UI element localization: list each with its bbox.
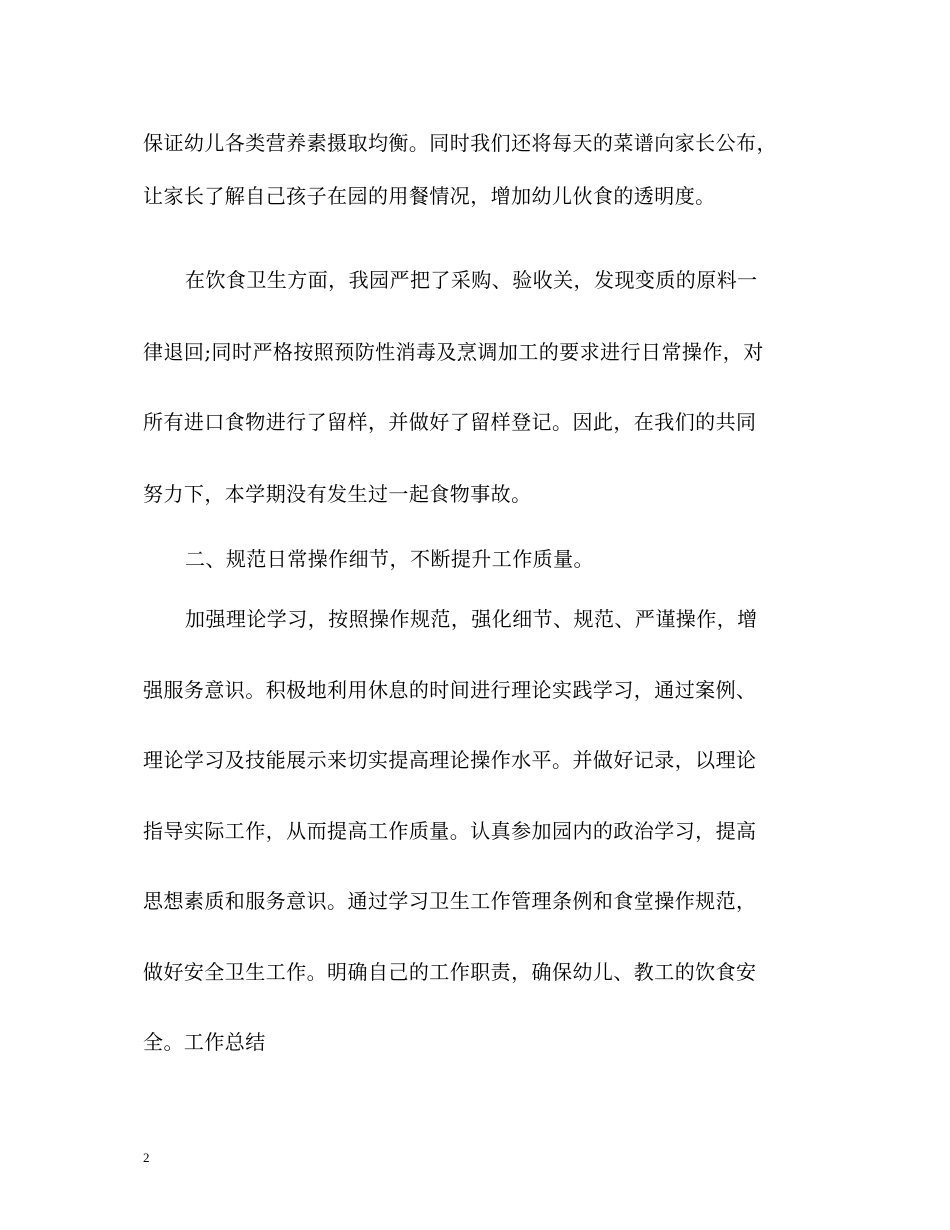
text-line: 努力下，本学期没有发生过一起食物事故。 (143, 482, 532, 506)
text-line: 做好安全卫生工作。明确自己的工作职责，确保幼儿、教工的饮食安 (143, 960, 757, 984)
paragraph-start-line: 在饮食卫生方面，我园严把了采购、验收关，发现变质的原料一 (185, 268, 758, 292)
page-number: 2 (143, 1150, 150, 1165)
section-heading: 二、规范日常操作细节，不断提升工作质量。 (185, 547, 594, 571)
text-line: 让家长了解自己孩子在园的用餐情况，增加幼儿伙食的透明度。 (143, 184, 716, 208)
text-line: 律退回;同时严格按照预防性消毒及烹调加工的要求进行日常操作，对 (143, 340, 764, 364)
paragraph-start-line: 加强理论学习，按照操作规范，强化细节、规范、严谨操作，增 (185, 607, 758, 631)
text-line: 指导实际工作，从而提高工作质量。认真参加园内的政治学习，提高 (143, 819, 757, 843)
text-line: 强服务意识。积极地利用休息的时间进行理论实践学习，通过案例、 (143, 678, 757, 702)
text-line: 思想素质和服务意识。通过学习卫生工作管理条例和食堂操作规范， (143, 889, 757, 913)
text-line: 所有进口食物进行了留样，并做好了留样登记。因此，在我们的共同 (143, 410, 757, 434)
text-line: 理论学习及技能展示来切实提高理论操作水平。并做好记录，以理论 (143, 748, 757, 772)
text-line: 保证幼儿各类营养素摄取均衡。同时我们还将每天的菜谱向家长公布， (143, 131, 777, 155)
text-line: 全。工作总结 (143, 1030, 266, 1054)
